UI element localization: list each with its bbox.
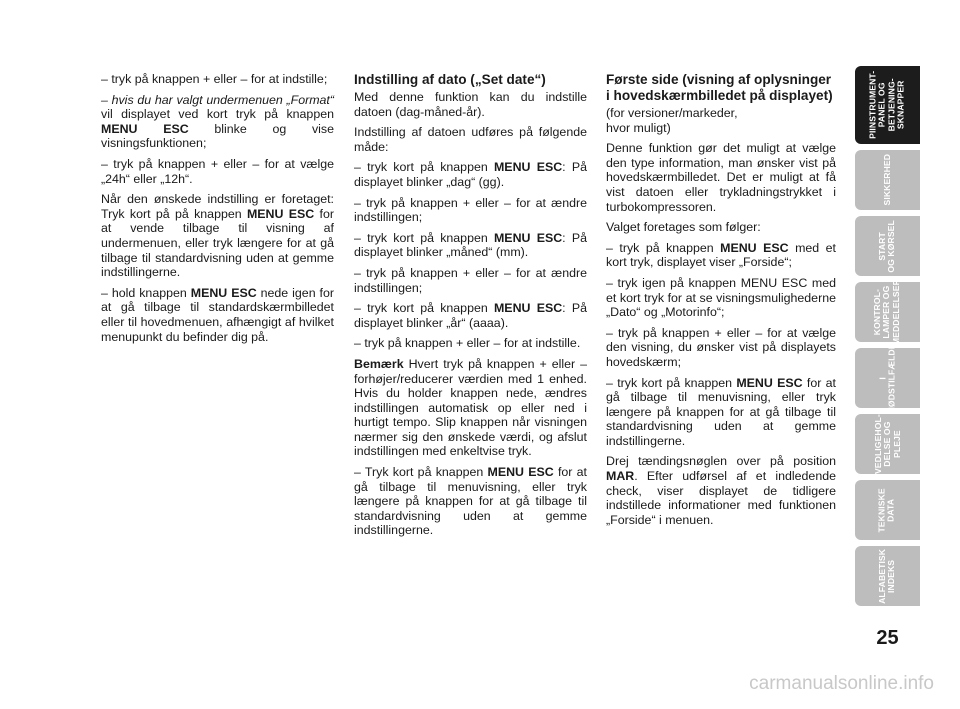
paragraph: – tryk kort på knappen MENU ESC: På displayet blinker „dag“ (gg). [354, 160, 587, 189]
section-heading: Første side (visning af oplysninger i hovedskærmbilledet på displayet) [606, 72, 833, 103]
paragraph: – hold knappen MENU ESC nede igen for at gå tilbage til standardskærmbilledet eller til hovedmenuen, afhængigt af hvilket menupunkt du befinder dig på. [101, 285, 335, 344]
tab-label: KONTROL- LAMPER OG MEDDELELSER [872, 278, 902, 346]
paragraph: – hvis du har valgt undermenuen „Format“ vil displayet ved kort tryk på knappen MENU ESC blinke og vise visningsfunktionen; [101, 92, 334, 151]
tab-alfabetisk-indeks[interactable] [855, 546, 920, 606]
tab-start-og-korsel[interactable] [855, 216, 920, 276]
paragraph: – tryk kort på knappen MENU ESC: På displayet blinker „år“ (aaaa). [354, 301, 587, 330]
paragraph: Drej tændingsnøglen over på position MAR. Efter udførsel af et indledende check, viser displayet de tidligere indstillede informationer med funktionen „Forside“ i menuen. [606, 454, 836, 527]
tab-label: ALFABETISK INDEKS [877, 548, 897, 604]
paragraph: – tryk på knappen + eller – for at vælge den visning, du ønsker vist på displayets hovedskærm; [606, 325, 836, 369]
paragraph: Når den ønskede indstilling er foretaget: Tryk kort på på knappen MENU ESC for at vende tilbage til visning af undermenuen, eller tryk længere for at gå tilbage til standardvisning uden at gemme indstillingerne. [101, 192, 335, 280]
paragraph: – tryk kort på knappen MENU ESC: På displayet blinker „måned“ (mm). [354, 230, 587, 260]
section-tabs [855, 66, 920, 612]
tab-nodstilfaelde[interactable] [855, 343, 920, 413]
paragraph: Bemærk Hvert tryk på knappen + eller – forhøjer/reducerer værdien med 1 enhed. Hvis du holder knappen nede, ændres indstillingen automatisk op eller ned i hurtigt tempo. Slip knappen når visningen nærmer sig den ønskede værdi, og afslut indstillingen med enkeltvise tryk. [354, 356, 587, 459]
paragraph: – tryk på knappen + eller – for at indstille; [101, 72, 328, 86]
paragraph: – Tryk kort på knappen MENU ESC for at gå tilbage til menuvisning, eller tryk længere på knappen for at gå tilbage til standardvisning uden at gemme indstillingerne. [354, 465, 588, 538]
paragraph: – tryk kort på knappen MENU ESC for at gå tilbage til menuvisning, eller tryk længere på knappen for at gå tilbage til standardvisning uden at gemme indstillingerne. [606, 375, 837, 448]
paragraph: – tryk igen på knappen MENU ESC med et kort tryk for at se visningsmulighederne „Dato“ og „Motorinfo“; [606, 275, 836, 320]
paragraph: – tryk på knappen MENU ESC med et kort tryk, displayet viser „Forside“; [606, 240, 836, 270]
tab-sikkerhed[interactable] [855, 150, 920, 210]
tab-tekniske-data[interactable] [855, 480, 920, 540]
subheading: (for versioner/markeder, [606, 106, 738, 120]
paragraph: – tryk på knappen + eller – for at ændre indstillingen; [354, 195, 587, 225]
tab-label: PIINSTRUMENT- PANEL OG BETJENING- SKNAPPER [867, 70, 906, 140]
tab-label: TEKNISKE DATA [877, 487, 897, 533]
text-column-1 [101, 72, 334, 350]
tab-label: VEDLIGEHOL- DELSE OG PLEJE [872, 414, 902, 474]
paragraph: – tryk på knappen + eller – for at vælge „24h“ eller „12h“. [101, 156, 334, 186]
text-column-2 [354, 72, 587, 544]
tab-label: SIKKERHED [881, 154, 892, 206]
watermark: carmanualsonline.info [749, 673, 934, 694]
tab-vedligeholdelse[interactable] [855, 414, 920, 474]
paragraph: Med denne funktion kan du indstille datoen (dag-måned-år). [354, 90, 587, 119]
paragraph: – tryk på knappen + eller – for at ændre indstillingen; [354, 265, 587, 295]
paragraph: Denne funktion gør det muligt at vælge den type information, man ønsker vist på hovedskærmbilledet. Det er muligt at få vist datoen eller trykladningstrykket i turbokompressoren. [606, 141, 836, 214]
paragraph: Valget foretages som følger: [606, 220, 761, 235]
subheading: hvor muligt) [606, 120, 671, 135]
tab-instrumentpanel[interactable] [855, 66, 920, 144]
page-number: 25 [876, 627, 899, 649]
tab-kontrollamper[interactable] [855, 278, 920, 346]
tab-label: START OG KØRSEL [877, 219, 897, 273]
paragraph: Indstilling af datoen udføres på følgende måde: [354, 125, 587, 154]
tab-label: I NØDSTILFÆLDE [877, 343, 897, 413]
paragraph: – tryk på knappen + eller – for at indstille. [354, 336, 581, 351]
text-column-3 [606, 72, 836, 533]
section-heading: Indstilling af dato („Set date“) [354, 72, 546, 87]
